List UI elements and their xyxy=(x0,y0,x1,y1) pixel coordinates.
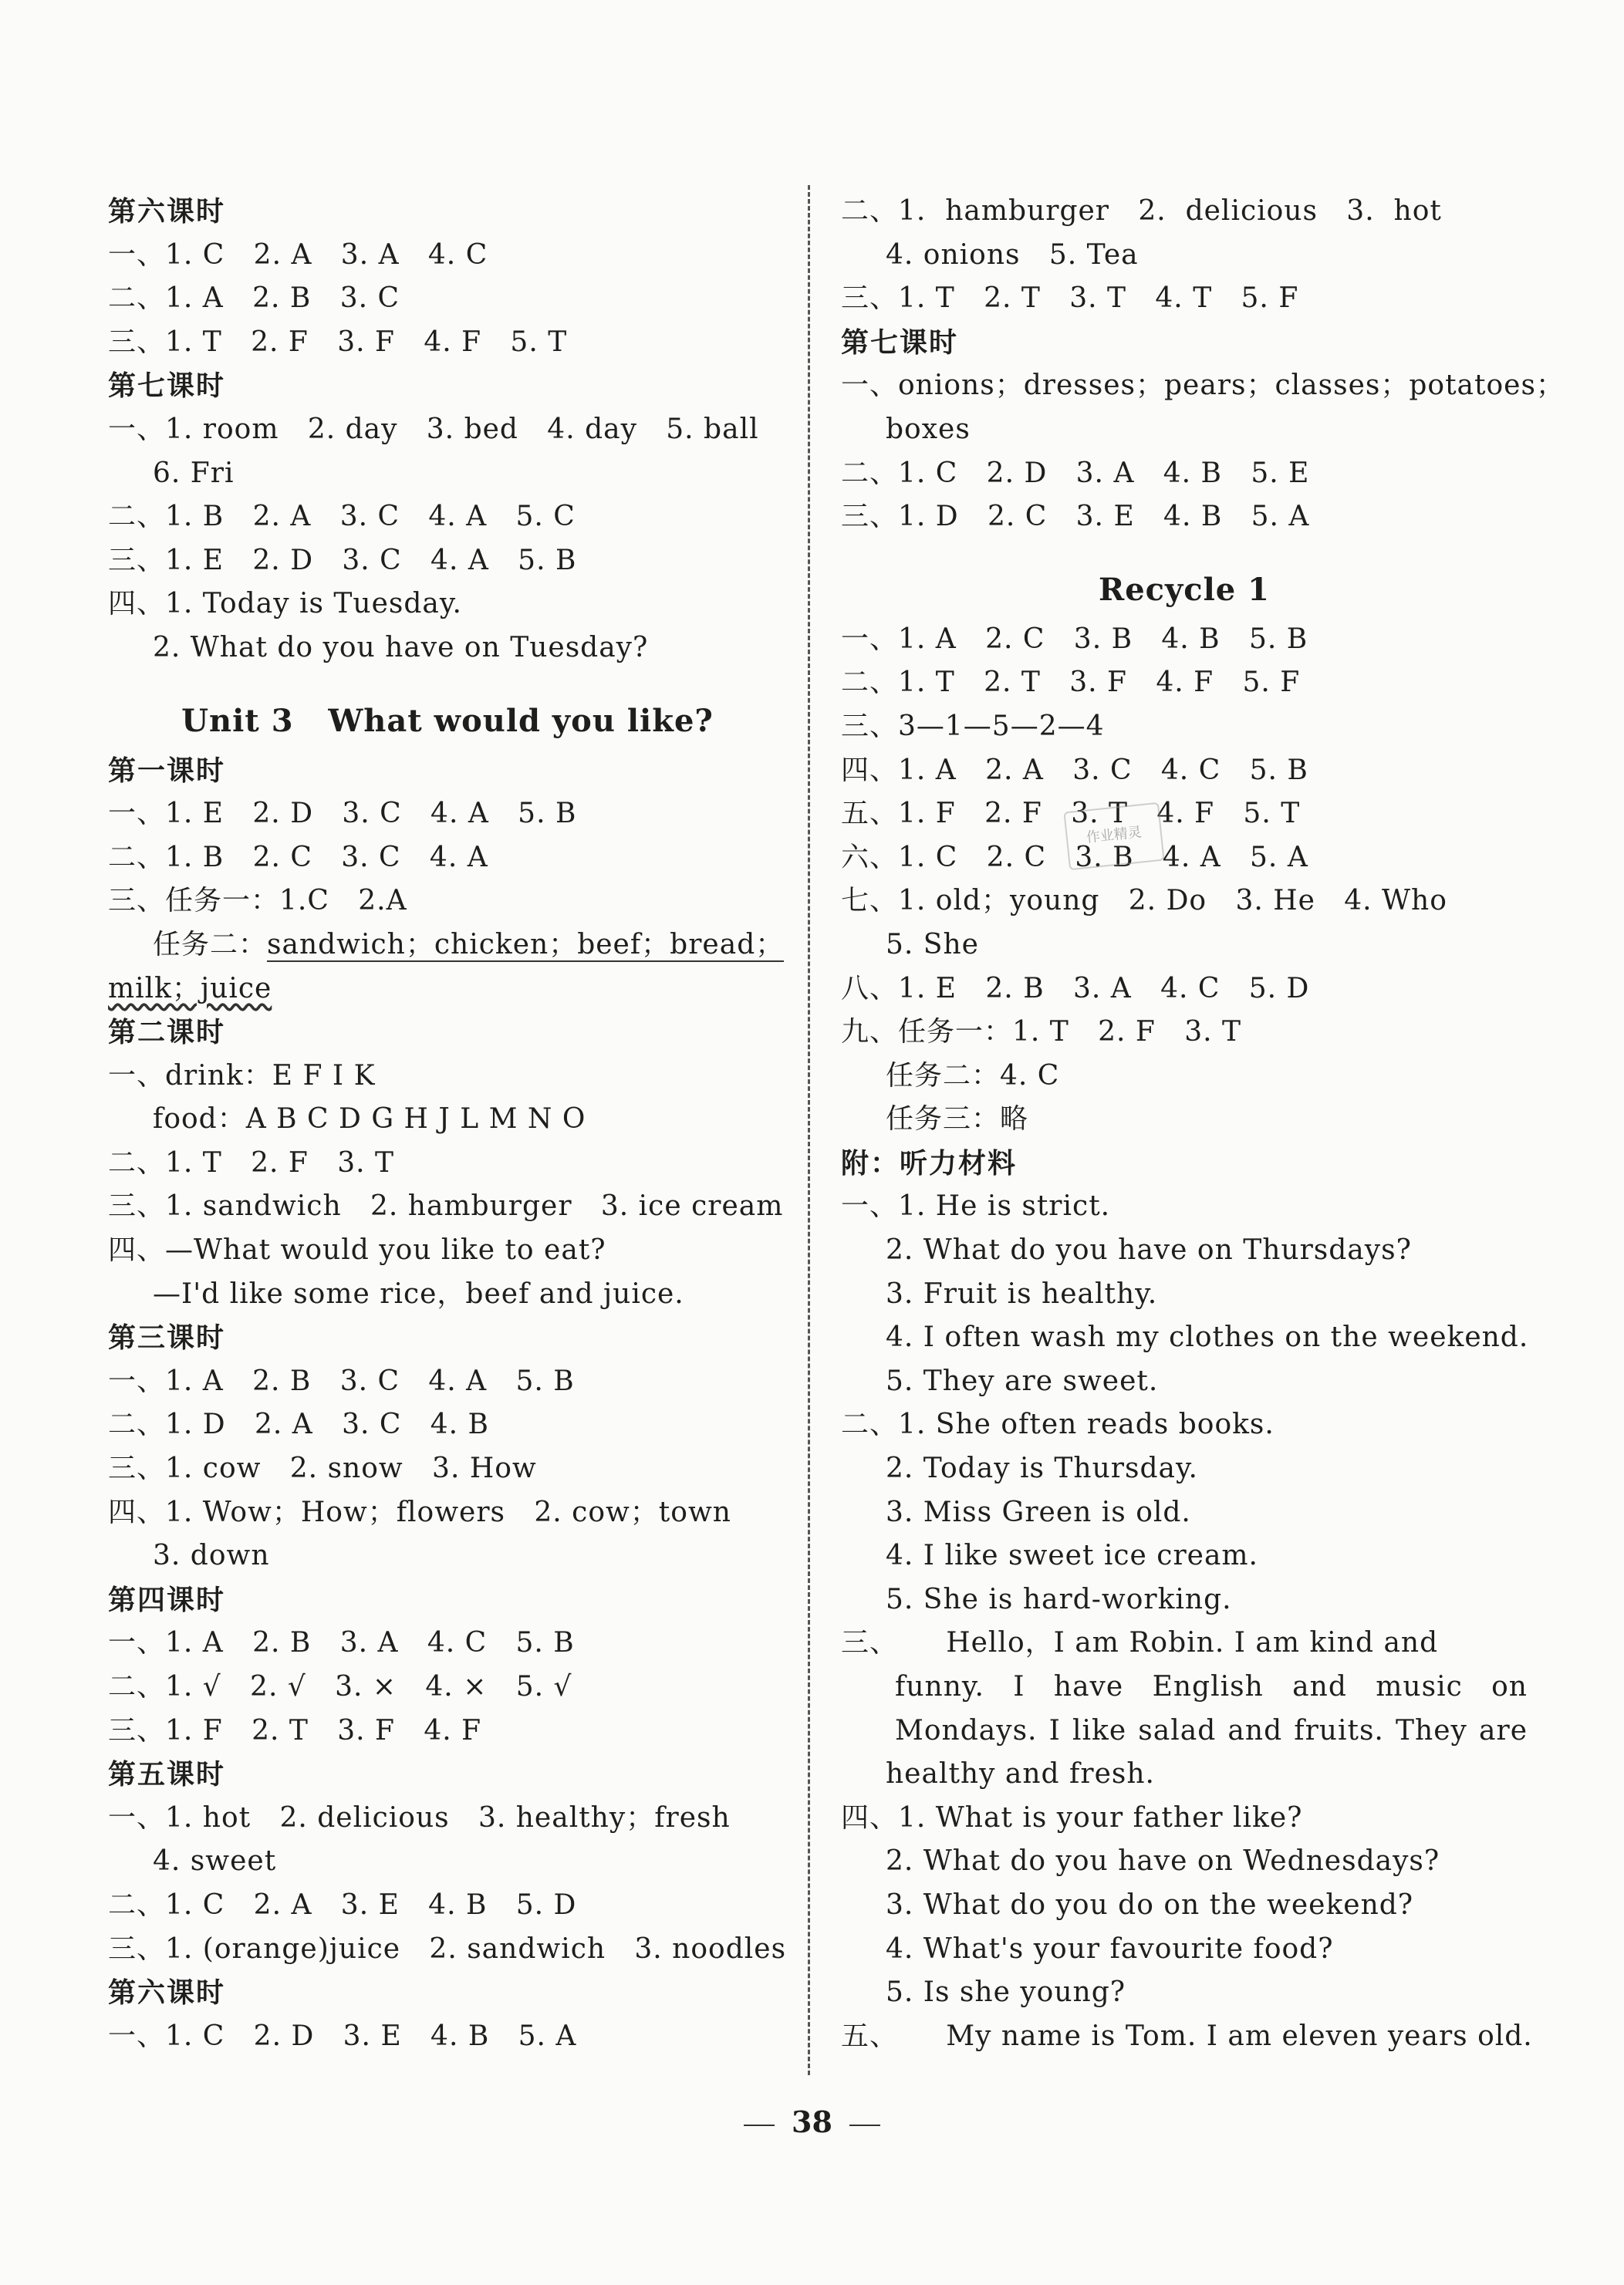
lesson-heading: 第六课时 xyxy=(108,195,226,228)
answer-line: 六、1. C 2. C 3. B 4. A 5. A xyxy=(841,841,1308,873)
answer-line: 二、1. √ 2. √ 3. × 4. × 5. √ xyxy=(108,1671,572,1703)
passage-line: Mondays. I like salad and fruits. They are xyxy=(895,1714,1528,1747)
lesson-heading: 附：听力材料 xyxy=(841,1146,1018,1180)
page-number-text: 38 xyxy=(792,2104,832,2139)
answer-line: 二、1. T 2. F 3. T xyxy=(108,1146,395,1179)
answer-line: 5. She xyxy=(886,928,979,960)
passage-line: funny. I have English and music on xyxy=(895,1671,1528,1703)
answer-line: 2. What do you have on Tuesday? xyxy=(153,631,649,663)
answer-line: 一、1. A 2. B 3. A 4. C 5. B xyxy=(108,1627,575,1659)
answer-line: 五、1. F 2. F 3. T 4. F 5. T xyxy=(841,798,1301,830)
answer-line: 2. What do you have on Wednesdays? xyxy=(886,1845,1440,1878)
answer-line: 4. What's your favourite food? xyxy=(886,1932,1334,1965)
answer-line: 二、1. C 2. D 3. A 4. B 5. E xyxy=(841,457,1310,489)
answer-line: healthy and fresh. xyxy=(886,1758,1155,1791)
answer-line: 3. down xyxy=(153,1540,270,1572)
answer-line: 七、1. old；young 2. Do 3. He 4. Who xyxy=(841,885,1447,917)
left-column xyxy=(108,190,787,2058)
answer-line: 4. I like sweet ice cream. xyxy=(886,1540,1258,1572)
answer-line: 三、1. sandwich 2. hamburger 3. ice cream xyxy=(108,1190,784,1223)
answer-line: 二、1. C 2. A 3. E 4. B 5. D xyxy=(108,1888,577,1921)
answer-line: 3. Fruit is healthy. xyxy=(886,1278,1158,1310)
answer-line: 一、1. C 2. D 3. E 4. B 5. A xyxy=(108,2020,577,2052)
answer-line: 3. What do you do on the weekend? xyxy=(886,1888,1414,1921)
answer-line: 一、drink：E F I K xyxy=(108,1059,376,1092)
lesson-heading: 第四课时 xyxy=(108,1583,226,1616)
answer-line: 任务二：4. C xyxy=(886,1059,1060,1092)
lesson-heading: 第二课时 xyxy=(108,1016,226,1049)
answer-line: 一、1. A 2. C 3. B 4. B 5. B xyxy=(841,623,1308,655)
answer-line: 4. onions 5. Tea xyxy=(886,238,1139,271)
answer-line: —I'd like some rice，beef and juice. xyxy=(153,1278,684,1310)
answer-line xyxy=(108,967,787,1011)
answer-line: 二、1. A 2. B 3. C xyxy=(108,282,400,315)
answer-line: 一、1. He is strict. xyxy=(841,1190,1111,1223)
answer-line: 一、1. E 2. D 3. C 4. A 5. B xyxy=(108,798,577,830)
answer-line: 5. She is hard-working. xyxy=(886,1583,1232,1615)
answer-line: 任务三：略 xyxy=(886,1103,1029,1136)
right-column xyxy=(841,190,1565,2058)
answer-line: 四、1. A 2. A 3. C 4. C 5. B xyxy=(841,754,1308,786)
lesson-heading: 第三课时 xyxy=(108,1321,226,1355)
answer-line: 三、1. cow 2. snow 3. How xyxy=(108,1453,537,1485)
answer-line: 二、1. She often reads books. xyxy=(841,1409,1275,1441)
column-divider xyxy=(808,185,810,2075)
answer-line: 5. Is she young? xyxy=(886,1976,1126,2009)
answer-line: 3. Miss Green is old. xyxy=(886,1496,1191,1528)
answer-line: 五、 My name is Tom. I am eleven years old. xyxy=(841,2020,1533,2052)
answer-line: 一、1. room 2. day 3. bed 4. day 5. ball xyxy=(108,413,759,445)
answer-line: food：A B C D G H J L M N O xyxy=(153,1103,586,1136)
watermark-stamp: 作业精灵 xyxy=(1063,802,1164,871)
answer-line: 三、1. T 2. T 3. T 4. T 5. F xyxy=(841,282,1299,315)
answer-line: 二、1. B 2. C 3. C 4. A xyxy=(108,841,488,873)
answer-line: 二、1. T 2. T 3. F 4. F 5. F xyxy=(841,667,1301,699)
unit-title: Recycle 1 xyxy=(1098,571,1271,608)
underlined-answer: sandwich；chicken；beef；bread； xyxy=(267,928,785,960)
lesson-heading: 第六课时 xyxy=(108,1976,226,2010)
answer-line: 4. I often wash my clothes on the weekend. xyxy=(886,1321,1529,1354)
answer-line: 三、3—1—5—2—4 xyxy=(841,710,1105,742)
answer-line: 四、1. What is your father like? xyxy=(841,1801,1303,1834)
answer-line: 二、1. hamburger 2. delicious 3. hot xyxy=(841,195,1442,227)
answer-line: 一、onions；dresses；pears；classes；potatoes； xyxy=(841,370,1565,402)
answer-line: 2. Today is Thursday. xyxy=(886,1453,1198,1485)
answer-line: boxes xyxy=(886,413,971,445)
answer-line: 一、1. hot 2. delicious 3. healthy；fresh xyxy=(108,1801,731,1834)
answer-line: 一、1. C 2. A 3. A 4. C xyxy=(108,238,488,271)
wavy-underlined-answer: milk；juice xyxy=(108,972,272,1004)
unit-title: Unit 3 What would you like? xyxy=(181,702,714,739)
spacer xyxy=(841,539,1528,562)
page-number xyxy=(0,2104,1624,2139)
lesson-heading: 第七课时 xyxy=(108,370,226,403)
task-label: 任务二： xyxy=(153,928,268,960)
answer-line: 2. What do you have on Thursdays? xyxy=(886,1234,1412,1267)
spacer xyxy=(108,670,787,694)
answer-line: 三、任务一：1.C 2.A xyxy=(108,885,407,917)
answer-line: 三、1. E 2. D 3. C 4. A 5. B xyxy=(108,544,577,576)
answer-line: 三、1. D 2. C 3. E 4. B 5. A xyxy=(841,501,1310,533)
answer-line: 二、1. D 2. A 3. C 4. B xyxy=(108,1409,490,1441)
answer-line: 四、1. Today is Tuesday. xyxy=(108,588,462,620)
lesson-heading: 第一课时 xyxy=(108,754,226,787)
answer-line: 二、1. B 2. A 3. C 4. A 5. C xyxy=(108,501,576,533)
answer-line: 一、1. A 2. B 3. C 4. A 5. B xyxy=(108,1365,575,1397)
lesson-heading: 第五课时 xyxy=(108,1758,226,1791)
answer-line xyxy=(108,923,787,967)
answer-line: 九、任务一：1. T 2. F 3. T xyxy=(841,1016,1242,1048)
answer-line: 5. They are sweet. xyxy=(886,1365,1159,1397)
answer-line: 三、 Hello，I am Robin. I am kind and xyxy=(841,1627,1439,1659)
answer-line: 6. Fri xyxy=(153,457,235,489)
answer-line: 八、1. E 2. B 3. A 4. C 5. D xyxy=(841,972,1310,1004)
answer-line: 三、1. (orange)juice 2. sandwich 3. noodles xyxy=(108,1932,787,1965)
answer-line: 4. sweet xyxy=(153,1845,277,1878)
answer-line: 三、1. T 2. F 3. F 4. F 5. T xyxy=(108,326,568,358)
answer-line: 三、1. F 2. T 3. F 4. F xyxy=(108,1714,482,1747)
answer-line: 四、1. Wow；How；flowers 2. cow；town xyxy=(108,1496,731,1528)
lesson-heading: 第七课时 xyxy=(841,326,959,359)
answer-line: 四、—What would you like to eat? xyxy=(108,1234,606,1267)
